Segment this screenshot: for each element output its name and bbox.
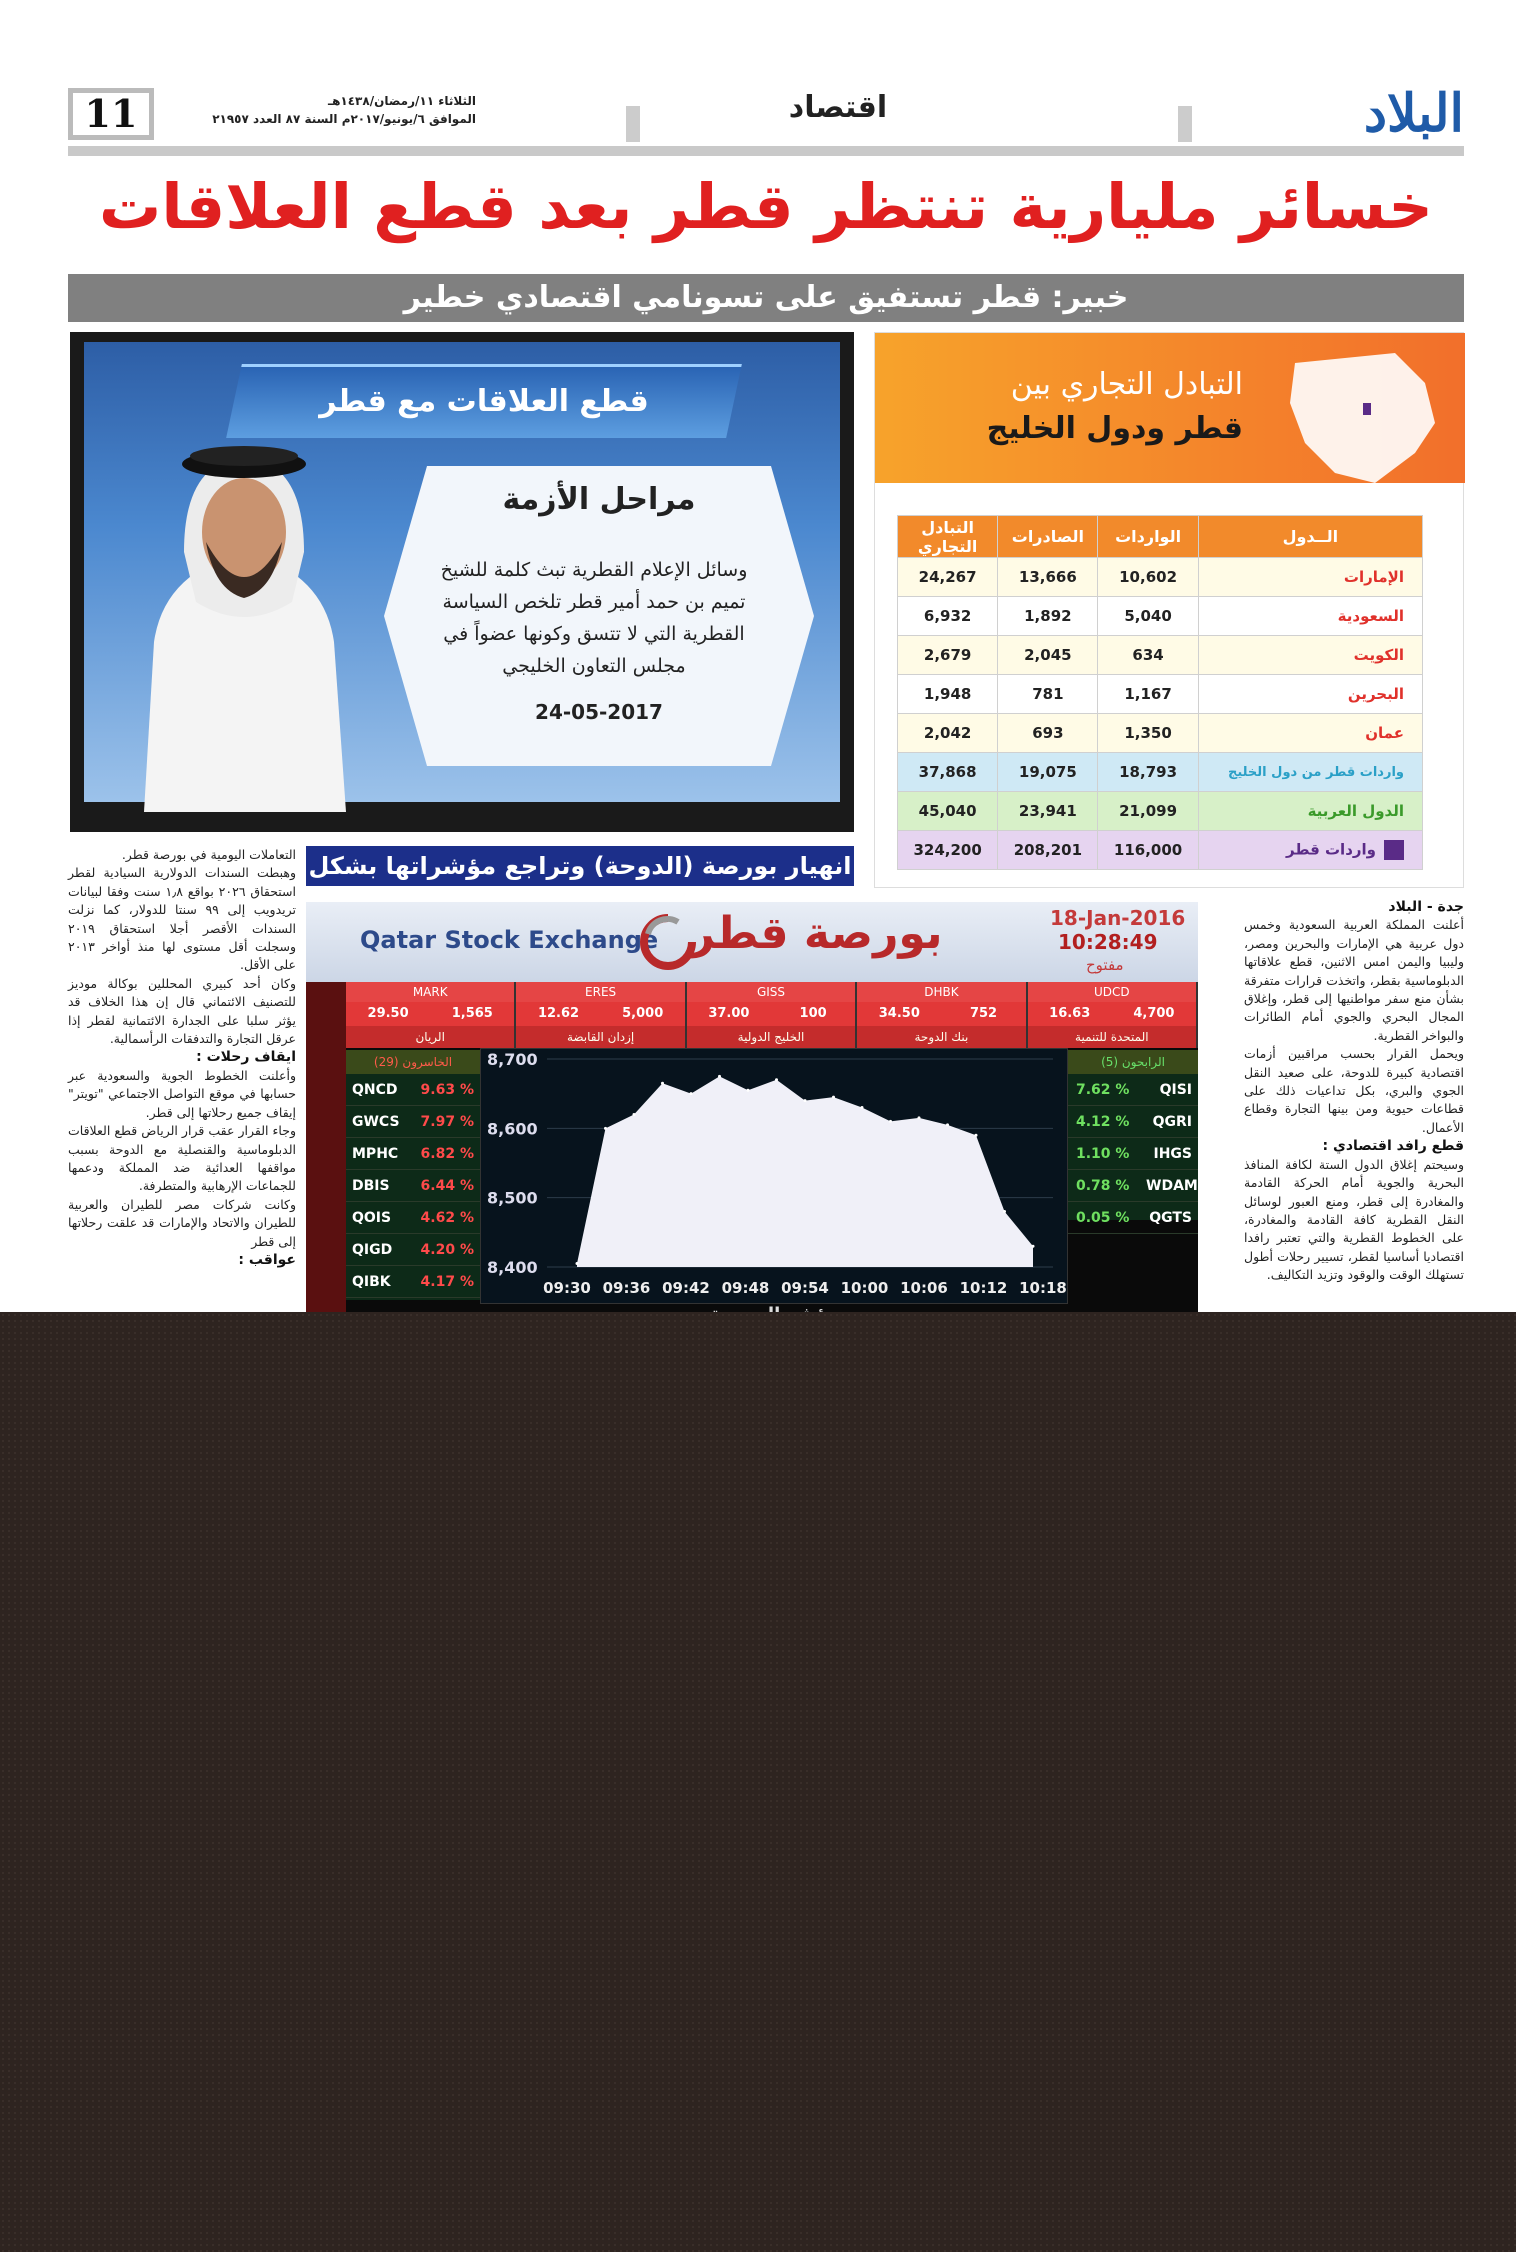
stock-exchange-screen — [306, 902, 1198, 1322]
side-strip — [306, 982, 346, 1322]
panel-date: 24-05-2017 — [535, 700, 663, 724]
trade-cell: 1,948 — [898, 675, 998, 714]
market-status: مفتوح — [1086, 956, 1124, 974]
exchange-name-en: Qatar Stock Exchange — [360, 926, 659, 954]
country-cell: عمان — [1198, 714, 1422, 753]
ticker-price: 16.63 — [1049, 1006, 1091, 1021]
table-row — [898, 636, 1423, 675]
index-point — [775, 1078, 778, 1081]
date-hijri: الثلاثاء ١١/رمضان/١٤٣٨هـ — [327, 94, 476, 108]
header-rule — [68, 146, 1464, 156]
list-item — [1068, 1138, 1198, 1170]
paragraph: وسيحتم إغلاق الدول الستة لكافة المنافذ البحرية والجوية أمام الحركة القادمة والمغادرة إلى قطر، ومنع العبور لوسائل النقل القطرية كافة القادمة والمغادرة، على الخطوط القطرية والتي تعتبر رافدا اقتصاديا أساسيا لقطر، تسيير رحلات أطول تستهلك الوقت والوقود وتزيد التكاليف. — [1244, 1156, 1464, 1283]
gainers-title: الرابحون (5) — [1068, 1050, 1198, 1074]
x-tick-label: 09:42 — [662, 1279, 710, 1297]
ticker-code: GISS — [687, 982, 855, 1002]
article-column-right — [1244, 898, 1464, 1312]
x-tick-label: 09:36 — [602, 1279, 651, 1297]
x-tick-label: 10:12 — [959, 1279, 1008, 1297]
ticker-price: 34.50 — [878, 1006, 920, 1021]
newspaper-logo: البلاد — [1363, 83, 1464, 144]
ticker-code: DHBK — [857, 982, 1025, 1002]
imports-cell: 21,099 — [1098, 792, 1198, 831]
table-row — [898, 558, 1423, 597]
loser-symbol: GWCS — [352, 1113, 400, 1130]
dateline — [176, 92, 476, 128]
gainer-change: 4.12 % — [1076, 1113, 1130, 1130]
country-cell: الدول العربية — [1198, 792, 1422, 831]
paragraph: وكانت شركات مصر للطيران والعربية للطيران والاتحاد والإمارات قد علقت رحلاتها إلى قطر — [68, 1196, 296, 1249]
legend-swatch — [1384, 840, 1404, 860]
blank-scan-area — [0, 1312, 1516, 2252]
ticker-volume: 1,565 — [451, 1006, 493, 1021]
index-point — [1032, 1245, 1035, 1248]
table-row — [898, 675, 1423, 714]
loser-change: 6.82 % — [420, 1145, 474, 1162]
index-chart-svg — [481, 1049, 1069, 1305]
country-cell: الإمارات — [1198, 558, 1422, 597]
paragraph: أعلنت المملكة العربية السعودية وخمس دول عربية هي الإمارات والبحرين ومصر، وليبيا واليمن امس الاثنين، قطع علاقاتها الدبلوماسية بقطر، واتخذت قرارات متفرقة بشأن منع سفر مواطنيها إلى قطر، وإغلاق المجال البحري والجوي أمام الطائرات والبواخر القطرية. — [1244, 917, 1464, 1043]
exports-cell: 693 — [998, 714, 1098, 753]
paragraph: وأعلنت الخطوط الجوية والسعودية عبر حسابها في موقع التواصل الاجتماعي "تويتر" إيقاف جميع رحلاتها إلى قطر. — [68, 1067, 296, 1120]
y-tick-label: 8,500 — [487, 1188, 538, 1208]
byline: جدة - البلاد — [1388, 899, 1464, 915]
index-point — [918, 1116, 921, 1119]
stock-header — [306, 902, 1198, 982]
trade-title-line2: قطر ودول الخليج — [986, 411, 1243, 446]
ticker-price: 37.00 — [708, 1006, 750, 1021]
loser-change: 4.62 % — [420, 1209, 474, 1226]
imports-cell: 10,602 — [1098, 558, 1198, 597]
gainer-change: 0.78 % — [1076, 1177, 1130, 1194]
ticker-volume: 4,700 — [1133, 1006, 1175, 1021]
ticker — [346, 982, 516, 1048]
exchange-name-ar: بورصة قطر — [689, 908, 943, 959]
ticker-volume: 100 — [799, 1006, 827, 1021]
trade-cell: 37,868 — [898, 753, 998, 792]
index-point — [747, 1089, 750, 1092]
loser-symbol: MPHC — [352, 1145, 399, 1162]
trade-cell: 324,200 — [898, 831, 998, 870]
table-row — [898, 714, 1423, 753]
country-cell: الكويت — [1198, 636, 1422, 675]
main-headline: خسائر مليارية تنتظر قطر بعد قطع العلاقات — [99, 170, 1433, 243]
trade-table — [897, 515, 1423, 870]
list-item — [346, 1170, 480, 1202]
index-point — [633, 1113, 636, 1116]
trade-infographic — [874, 332, 1464, 888]
page-number: 11 — [68, 88, 154, 140]
x-tick-label: 10:00 — [840, 1279, 889, 1297]
ticker-volume: 5,000 — [622, 1006, 664, 1021]
list-item — [346, 1234, 480, 1266]
list-item — [1068, 1170, 1198, 1202]
x-tick-label: 09:30 — [543, 1279, 591, 1297]
ticker-code: ERES — [516, 982, 684, 1002]
col-country: الــدول — [1198, 516, 1422, 558]
paragraph: وهبطت السندات الدولارية السيادية لقطر استحقاق ٢٠٢٦ بواقع ١٫٨ سنت وفقا لبيانات تريدويب إلى ٩٩ سنتا للدولار، كما نزلت السندات الأقصر أجلا استحقاق ٢٠١٩ وسجلت أقل مستوى لها منذ أواخر ٢٠١٣ على الأقل. — [68, 865, 296, 973]
gainer-change: 1.10 % — [1076, 1145, 1130, 1162]
index-point — [889, 1120, 892, 1123]
country-label: واردات قطر — [1286, 840, 1376, 859]
panel-heading: مراحل الأزمة — [502, 482, 696, 517]
trade-title-line1: التبادل التجاري بين — [1010, 367, 1243, 402]
panel-body: وسائل الإعلام القطرية تبث كلمة للشيخ تميم بن حمد أمير قطر تلخص السياسة القطرية التي لا تتسق وكونها عضواً في مجلس التعاون الخليجي — [440, 559, 748, 677]
list-item — [346, 1138, 480, 1170]
ticker-name: المتحدة للتنمية — [1028, 1026, 1196, 1048]
article-column-left — [68, 846, 296, 1312]
trade-cell: 2,679 — [898, 636, 998, 675]
subheading: ايقاف رحلات : — [196, 1049, 296, 1066]
ticker — [1028, 982, 1198, 1048]
loser-change: 9.63 % — [420, 1081, 474, 1098]
index-point — [832, 1096, 835, 1099]
index-point — [604, 1127, 607, 1130]
x-tick-label: 09:54 — [781, 1279, 829, 1297]
imports-cell: 116,000 — [1098, 831, 1198, 870]
table-row-qatar-imports — [898, 831, 1423, 870]
ticker-price: 12.62 — [537, 1006, 580, 1021]
index-point — [1003, 1210, 1006, 1213]
loser-symbol: QIGD — [352, 1241, 393, 1258]
loser-change: 4.20 % — [420, 1241, 474, 1258]
exchange-time: 10:28:49 — [1058, 930, 1158, 954]
ticker-name: الريان — [346, 1026, 514, 1048]
table-row-arab-total — [898, 792, 1423, 831]
gainers-panel — [1068, 1050, 1198, 1226]
col-exports: الصادرات — [998, 516, 1098, 558]
gainer-change: 7.62 % — [1076, 1081, 1130, 1098]
loser-change: 4.17 % — [420, 1273, 474, 1290]
index-area-series — [577, 1076, 1033, 1267]
x-tick-label: 10:06 — [900, 1279, 948, 1297]
y-tick-label: 8,600 — [487, 1119, 538, 1139]
subheading: قطع رافد اقتصادي : — [1322, 1138, 1464, 1155]
col-imports: الواردات — [1098, 516, 1198, 558]
ticker-code: MARK — [346, 982, 514, 1002]
list-item — [1068, 1202, 1198, 1234]
exports-cell: 208,201 — [998, 831, 1098, 870]
ticker — [687, 982, 857, 1048]
gainer-symbol: QGTS — [1149, 1209, 1192, 1226]
section-title: اقتصاد — [788, 90, 888, 125]
gulf-map-icon — [1275, 343, 1455, 493]
paragraph: وكان أحد كبيري المحللين بوكالة موديز للتصنيف الائتماني قال إن هذا الخلاف قد يؤثر سلبا على الجدارة الائتمانية لقطر إذا عرقل التجارة والتدفقات الرأسمالية. — [68, 975, 296, 1047]
tv-screen — [84, 342, 840, 802]
trade-cell: 6,932 — [898, 597, 998, 636]
paragraph: ويحمل القرار بحسب مراقبين أزمات اقتصادية كبيرة للدوحة، على صعيد النقل الجوي والبري، بكل تداعيات ذلك على قطاعات حيوية ومن بينها التجارة وقطاع الأعمال. — [1244, 1046, 1464, 1135]
tv-screen-photo — [70, 332, 854, 832]
country-cell: السعودية — [1198, 597, 1422, 636]
exports-cell: 13,666 — [998, 558, 1098, 597]
index-point — [804, 1099, 807, 1102]
exports-cell: 23,941 — [998, 792, 1098, 831]
stock-banner-headline: انهيار بورصة (الدوحة) وتراجع مؤشراتها بشكل — [306, 846, 854, 886]
imports-cell: 1,350 — [1098, 714, 1198, 753]
table-row-gulf-total — [898, 753, 1423, 792]
list-item — [1068, 1106, 1198, 1138]
gainer-symbol: QGRI — [1152, 1113, 1192, 1130]
list-item — [1068, 1074, 1198, 1106]
subheadline: خبير: قطر تستفيق على تسونامي اقتصادي خطير — [68, 274, 1464, 322]
country-cell — [1198, 831, 1422, 870]
country-cell: واردات قطر من دول الخليج — [1198, 753, 1422, 792]
trade-cell: 45,040 — [898, 792, 998, 831]
exports-cell: 1,892 — [998, 597, 1098, 636]
masthead — [68, 84, 1464, 144]
index-point — [661, 1082, 664, 1085]
portrait-image — [124, 402, 364, 812]
ticker — [516, 982, 686, 1048]
table-header-row — [898, 516, 1423, 558]
ticker-name: بنك الدوحة — [857, 1026, 1025, 1048]
paragraph: وجاء القرار عقب قرار الرياض قطع العلاقات الدبلوماسية والقنصلية مع الدوحة بسبب مواقفها العدائية ضد المملكة ودعمها للجماعات الإرهابية والمتطرفة. — [68, 1123, 296, 1194]
ticker-name: الخليج الدولية — [687, 1026, 855, 1048]
separator — [626, 106, 640, 142]
col-trade: التبادل التجاري — [898, 516, 998, 558]
gainer-symbol: WDAM — [1146, 1177, 1198, 1194]
imports-cell: 634 — [1098, 636, 1198, 675]
imports-cell: 5,040 — [1098, 597, 1198, 636]
exchange-date: 18-Jan-2016 — [1050, 906, 1186, 930]
list-item — [346, 1266, 480, 1298]
y-tick-label: 8,700 — [487, 1050, 538, 1069]
x-tick-label: 10:18 — [1019, 1279, 1067, 1297]
list-item — [346, 1074, 480, 1106]
ticker-price: 29.50 — [367, 1006, 409, 1021]
x-tick-label: 09:48 — [721, 1279, 770, 1297]
separator — [1178, 106, 1192, 142]
subheading: عواقب : — [238, 1251, 296, 1268]
gainer-change: 0.05 % — [1076, 1209, 1130, 1226]
index-point — [946, 1123, 949, 1126]
exports-cell: 781 — [998, 675, 1098, 714]
ticker-name: إزدان القابضة — [516, 1026, 684, 1048]
gainer-symbol: QISI — [1159, 1081, 1192, 1098]
loser-symbol: QIBK — [352, 1273, 391, 1290]
loser-change: 6.44 % — [420, 1177, 474, 1194]
index-point — [576, 1262, 579, 1265]
date-gregorian: الموافق ٦/يونيو/٢٠١٧م السنة ٨٧ العدد ٢١٩٥٧ — [212, 112, 476, 126]
table-row — [898, 597, 1423, 636]
country-cell: البحرين — [1198, 675, 1422, 714]
index-point — [975, 1134, 978, 1137]
imports-cell: 1,167 — [1098, 675, 1198, 714]
trade-cell: 24,267 — [898, 558, 998, 597]
index-chart — [480, 1048, 1068, 1304]
imports-cell: 18,793 — [1098, 753, 1198, 792]
loser-change: 7.97 % — [420, 1113, 474, 1130]
exports-cell: 19,075 — [998, 753, 1098, 792]
ticker — [857, 982, 1027, 1048]
index-point — [718, 1075, 721, 1078]
screen-title: قطع العلاقات مع قطر — [319, 384, 649, 419]
list-item — [346, 1202, 480, 1234]
gainer-symbol: IHGS — [1153, 1145, 1192, 1162]
ticker-code: UDCD — [1028, 982, 1196, 1002]
ticker-strip — [346, 982, 1198, 1048]
losers-panel — [346, 1050, 480, 1300]
paragraph: التعاملات اليومية في بورصة قطر. — [121, 847, 296, 862]
loser-symbol: QNCD — [352, 1081, 398, 1098]
y-tick-label: 8,400 — [487, 1258, 538, 1277]
loser-symbol: DBIS — [352, 1177, 390, 1194]
trade-cell: 2,042 — [898, 714, 998, 753]
exports-cell: 2,045 — [998, 636, 1098, 675]
ticker-volume: 752 — [969, 1006, 998, 1021]
index-point — [690, 1092, 693, 1095]
index-point — [861, 1106, 864, 1109]
losers-title: الخاسرون (29) — [346, 1050, 480, 1074]
loser-symbol: QOIS — [352, 1209, 392, 1226]
list-item — [346, 1106, 480, 1138]
